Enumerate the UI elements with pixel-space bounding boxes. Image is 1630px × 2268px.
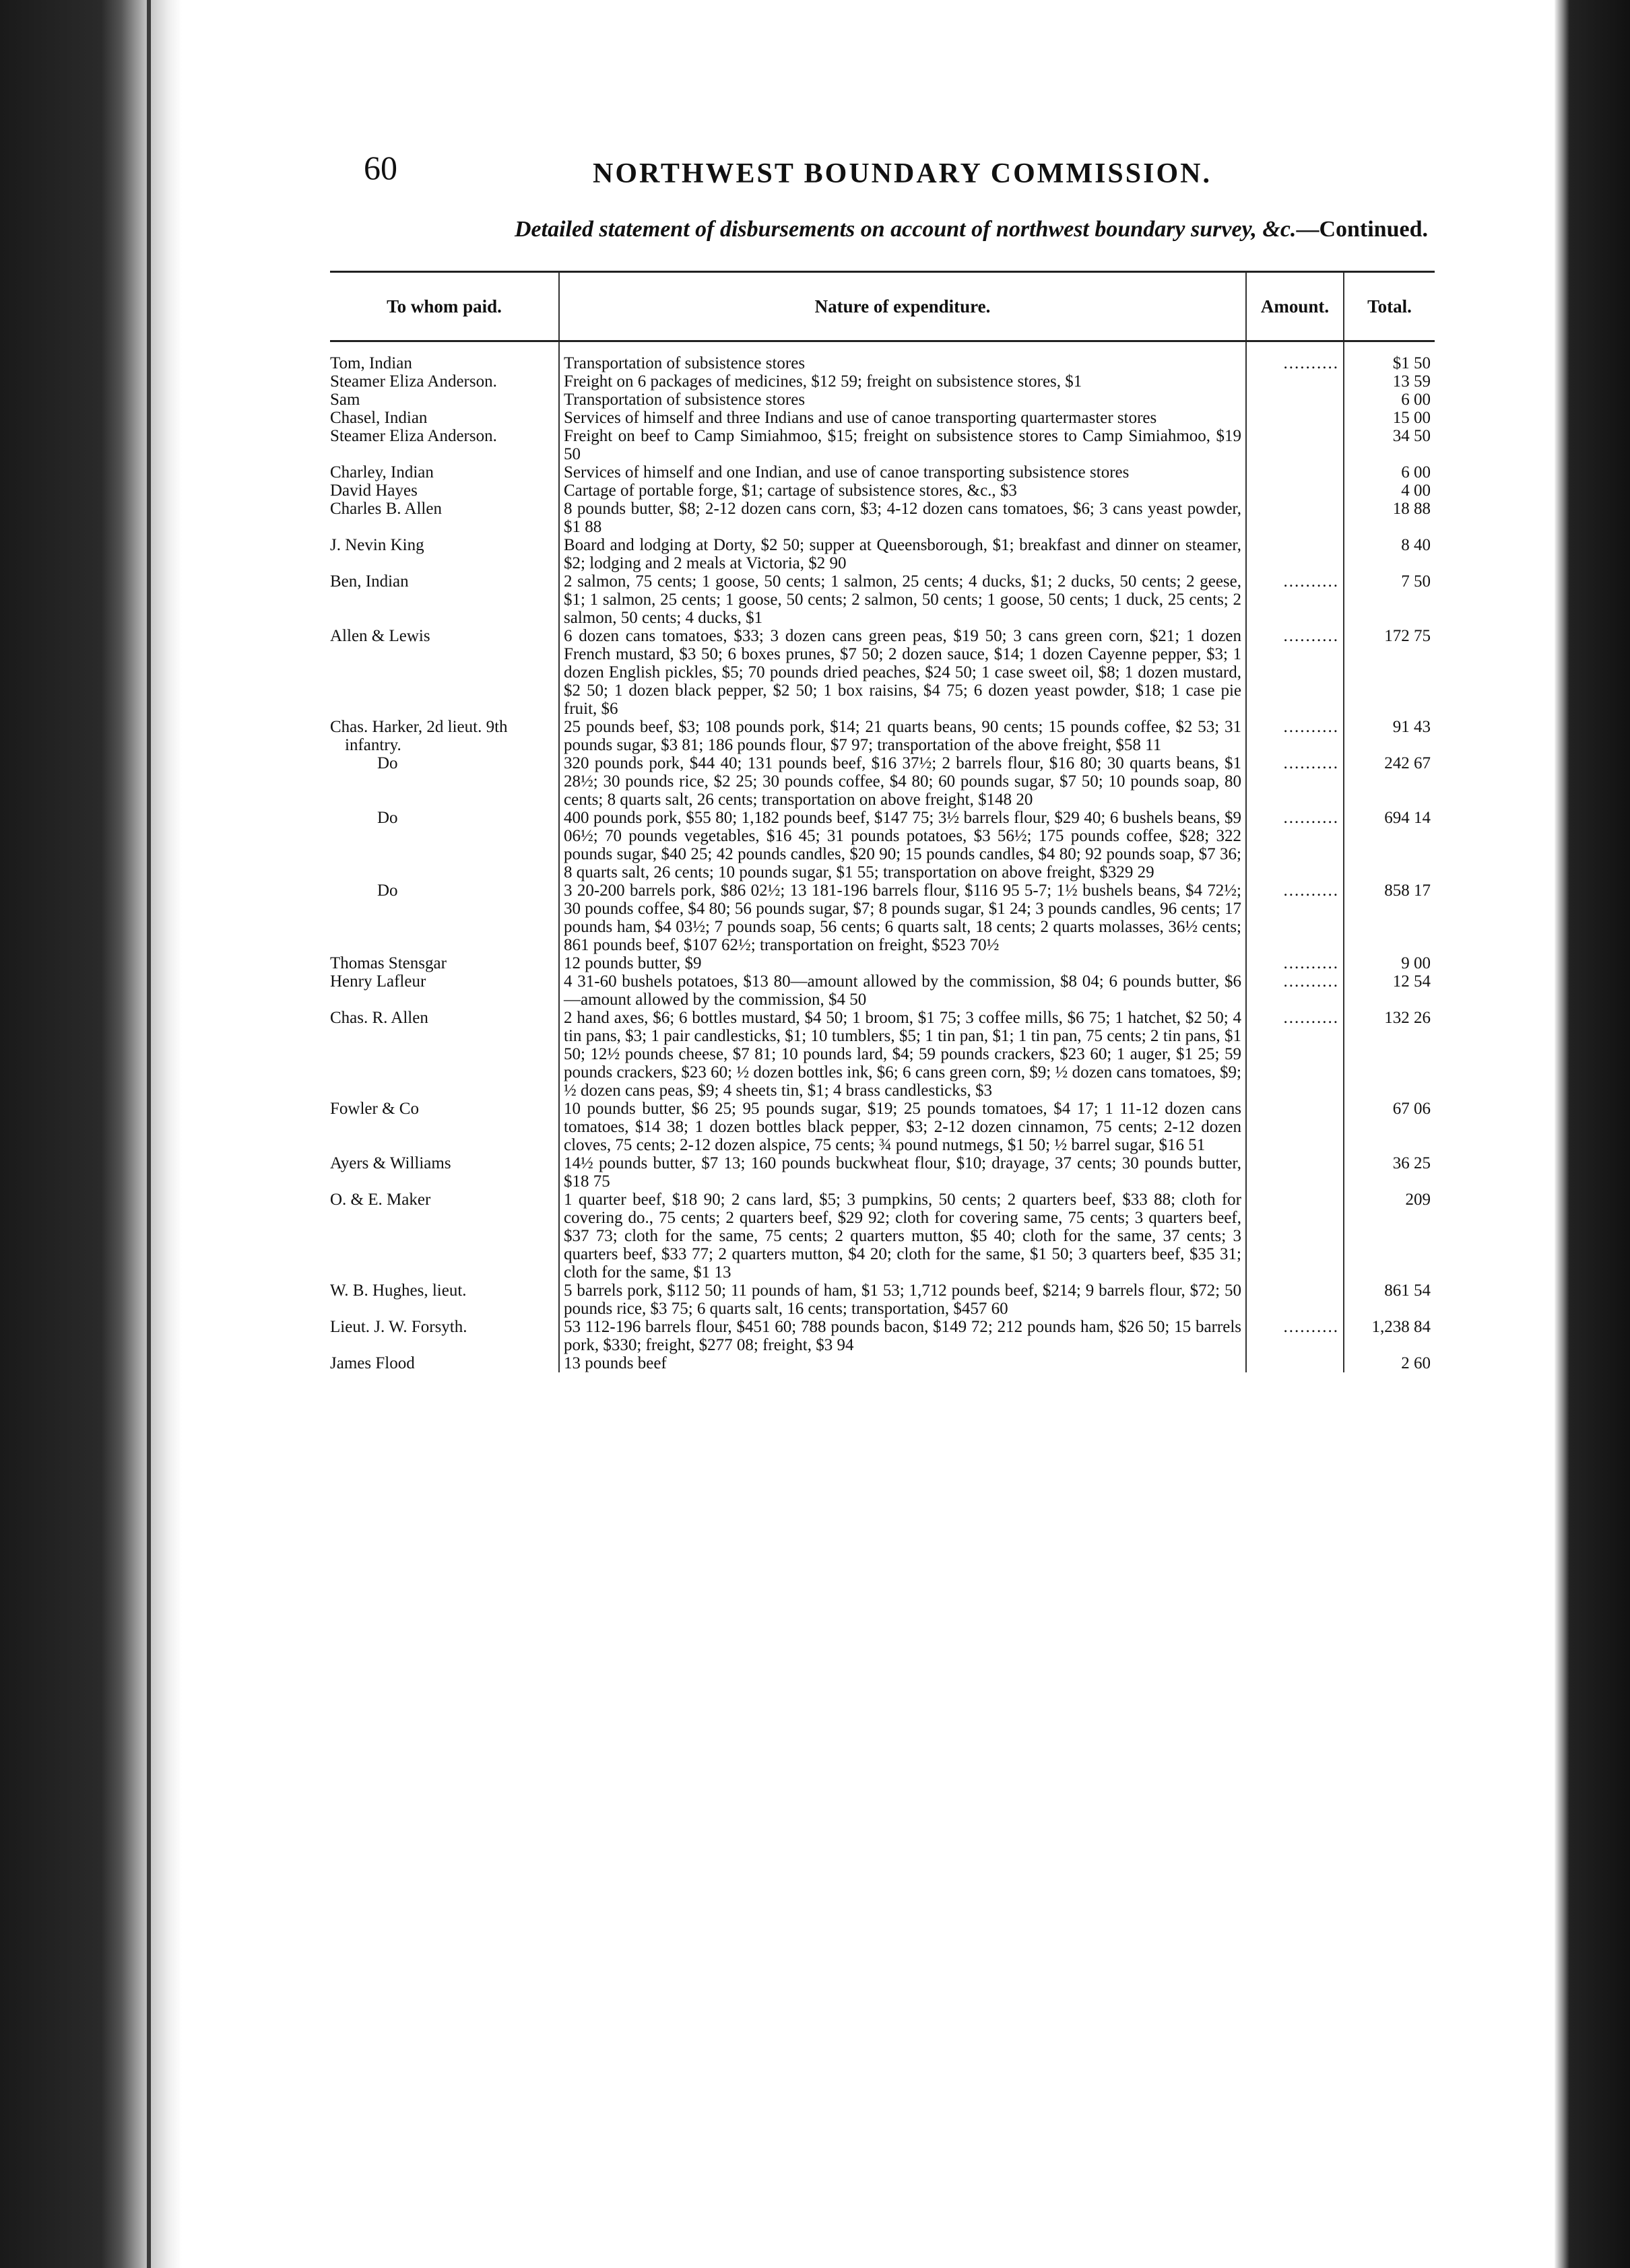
total-cell: 8 40 — [1344, 536, 1435, 572]
amount-cell — [1246, 1354, 1344, 1372]
total-cell: 2 60 — [1344, 1354, 1435, 1372]
payee-cell: Thomas Stensgar — [330, 954, 447, 972]
amount-cell — [1246, 1100, 1344, 1154]
table-row — [330, 481, 1435, 500]
amount-cell: .......... — [1246, 972, 1344, 1009]
table-row — [330, 341, 1435, 373]
nature-cell: 320 pounds pork, $44 40; 131 pounds beef, $16 37½; 2 barrels flour, $16 80; 30 quarts beans, $1 28½; 30 pounds rice, $2 25; 30 pounds coffee, $4 80; 60 pounds sugar, $7 50; 10 pounds soap, 80 cents; 8 quarts salt, 26 cents; transportation on above freight, $148 20 — [559, 754, 1246, 809]
amount-cell — [1246, 481, 1344, 500]
amount-cell — [1246, 1191, 1344, 1281]
nature-cell: 10 pounds butter, $6 25; 95 pounds sugar, $19; 25 pounds tomatoes, $4 17; 1 11-12 dozen cans tomatoes, $14 38; 1 dozen bottles black pepper, $3; 2-12 dozen cinnamon, 75 cents; 2-12 dozen cloves, 75 cents; 2-12 dozen alspice, 75 cents; ¾ pound nutmegs, $1 50; ½ barrel sugar, $16 51 — [559, 1100, 1246, 1154]
payee-cell: W. B. Hughes, lieut. — [330, 1281, 467, 1300]
amount-cell — [1246, 372, 1344, 391]
payee-cell: James Flood — [330, 1354, 415, 1372]
payee-cell: Chasel, Indian — [330, 409, 428, 427]
running-head: NORTHWEST BOUNDARY COMMISSION. — [593, 158, 1212, 189]
amount-cell: .......... — [1246, 718, 1344, 754]
column-header-amount: Amount. — [1246, 273, 1344, 341]
amount-cell: .......... — [1246, 1318, 1344, 1354]
payee-cell: Lieut. J. W. Forsyth. — [330, 1318, 467, 1336]
total-cell: 9 00 — [1344, 954, 1435, 972]
nature-cell: Freight on 6 packages of medicines, $12 59; freight on subsistence stores, $1 — [559, 372, 1246, 391]
nature-cell: Services of himself and one Indian, and use of canoe transporting subsistence stores — [559, 463, 1246, 481]
nature-cell: Transportation of subsistence stores — [559, 391, 1246, 409]
payee-cell: Do — [377, 754, 398, 772]
amount-cell: .......... — [1246, 954, 1344, 972]
amount-cell — [1246, 1281, 1344, 1318]
column-header-payee: To whom paid. — [330, 273, 559, 341]
payee-cell: Do — [377, 881, 398, 900]
total-cell: 36 25 — [1344, 1154, 1435, 1191]
table-header-row — [330, 273, 1435, 341]
total-cell: 13 59 — [1344, 372, 1435, 391]
amount-cell: .......... — [1246, 341, 1344, 373]
disbursement-table — [330, 273, 1435, 1372]
amount-cell — [1246, 500, 1344, 536]
total-cell: 242 67 — [1344, 754, 1435, 809]
amount-cell — [1246, 427, 1344, 463]
amount-cell: .......... — [1246, 572, 1344, 627]
total-cell: 1,238 84 — [1344, 1318, 1435, 1354]
nature-cell: 4 31-60 bushels potatoes, $13 80—amount allowed by the commission, $8 04; 6 pounds butter, $6—amount allowed by the commission, $4 50 — [559, 972, 1246, 1009]
payee-cell: Tom, Indian — [330, 354, 412, 372]
amount-cell — [1246, 391, 1344, 409]
gutter-edge — [147, 0, 151, 2268]
amount-cell — [1246, 409, 1344, 427]
nature-cell: 8 pounds butter, $8; 2-12 dozen cans corn, $3; 4-12 dozen cans tomatoes, $6; 3 cans yeast powder, $1 88 — [559, 500, 1246, 536]
page-header — [330, 135, 1435, 209]
nature-cell: 6 dozen cans tomatoes, $33; 3 dozen cans green peas, $19 50; 3 cans green corn, $21; 1 dozen French mustard, $3 50; 6 boxes prunes, $7 50; 2 dozen sauce, $14; 1 dozen Cayenne pepper, $3; 1 dozen English pickles, $5; 70 pounds dried peaches, $24 50; 1 case sweet oil, $8; 1 dozen mustard, $2 50; 1 dozen black pepper, $2 50; 1 box raisins, $4 75; 6 dozen yeast powder, $18; 1 case pie fruit, $6 — [559, 627, 1246, 718]
nature-cell: 1 quarter beef, $18 90; 2 cans lard, $5; 3 pumpkins, 50 cents; 2 quarters beef, $33 88; cloth for covering do., 75 cents; 2 quarters beef, $29 92; cloth for covering same, 75 cents; 3 quarters beef, $37 73; cloth for the same, 75 cents; 2 quarters mutton, $5 40; cloth for the same, 37 cents; 3 quarters beef, $33 77; 2 quarters mutton, $4 20; cloth for the same, $1 50; 3 quarters beef, $35 31; cloth for the same, $1 13 — [559, 1191, 1246, 1281]
nature-cell: 3 20-200 barrels pork, $86 02½; 13 181-196 barrels flour, $116 95 5-7; 1½ bushels beans, $4 72½; 30 pounds coffee, $4 80; 56 pounds sugar, $7; 8 pounds sugar, $1 24; 3 pounds candles, 96 cents; 17 pounds ham, $4 03½; 7 pounds soap, 56 cents; 6 quarts salt, 18 cents; 2 quarts molasses, 36½ cents; 861 pounds beef, $107 62½; transportation on freight, $523 70½ — [559, 881, 1246, 954]
page-number: 60 — [364, 149, 397, 187]
table-row — [330, 1318, 1435, 1354]
table-row — [330, 627, 1435, 718]
payee-cell: Ben, Indian — [330, 572, 409, 591]
payee-cell: Charles B. Allen — [330, 500, 442, 518]
total-cell: 18 88 — [1344, 500, 1435, 536]
table-caption — [330, 217, 1435, 242]
book-gutter — [0, 0, 182, 2268]
total-cell: $1 50 — [1344, 341, 1435, 373]
payee-cell: Steamer Eliza Anderson. — [330, 372, 497, 391]
nature-cell: 13 pounds beef — [559, 1354, 1246, 1372]
amount-cell: .......... — [1246, 809, 1344, 881]
payee-cell: Sam — [330, 391, 360, 409]
table-row — [330, 809, 1435, 881]
nature-cell: 14½ pounds butter, $7 13; 160 pounds buckwheat flour, $10; drayage, 37 cents; 30 pounds butter, $18 75 — [559, 1154, 1246, 1191]
amount-cell: .......... — [1246, 627, 1344, 718]
total-cell: 15 00 — [1344, 409, 1435, 427]
payee-cell: Charley, Indian — [330, 463, 434, 481]
payee-cell: Do — [377, 809, 398, 827]
total-cell: 91 43 — [1344, 718, 1435, 754]
caption-continued: —Continued. — [1296, 217, 1428, 242]
table-row — [330, 1100, 1435, 1154]
payee-cell: Chas. Harker, 2d lieut. 9th infantry. — [330, 718, 508, 754]
total-cell: 7 50 — [1344, 572, 1435, 627]
table-row — [330, 1191, 1435, 1281]
table-row — [330, 372, 1435, 391]
caption-text: Detailed statement of disbursements on account of northwest boundary survey, &c. — [514, 217, 1297, 242]
nature-cell: Freight on beef to Camp Simiahmoo, $15; freight on subsistence stores to Camp Simiahmoo, $19 50 — [559, 427, 1246, 463]
payee-cell: Steamer Eliza Anderson. — [330, 427, 497, 445]
nature-cell: 400 pounds pork, $55 80; 1,182 pounds beef, $147 75; 3½ barrels flour, $29 40; 6 bushels beans, $9 06½; 70 pounds vegetables, $16 45; 31 pounds potatoes, $3 56½; 175 pounds coffee, $28; 322 pounds sugar, $40 25; 42 pounds candles, $20 90; 15 pounds candles, $4 80; 92 pounds soap, $7 36; 8 quarts salt, 26 cents; 10 pounds sugar, $1 55; transportation on above freight, $329 29 — [559, 809, 1246, 881]
table-row — [330, 391, 1435, 409]
table-row — [330, 881, 1435, 954]
nature-cell: Board and lodging at Dorty, $2 50; supper at Queensborough, $1; breakfast and dinner on steamer, $2; lodging and 2 meals at Victoria, $2 90 — [559, 536, 1246, 572]
table-row — [330, 572, 1435, 627]
page — [330, 135, 1435, 1372]
table-row — [330, 718, 1435, 754]
nature-cell: 53 112-196 barrels flour, $451 60; 788 pounds bacon, $149 72; 212 pounds ham, $26 50; 15 barrels pork, $330; freight, $277 08; freight, $3 94 — [559, 1318, 1246, 1354]
total-cell: 12 54 — [1344, 972, 1435, 1009]
total-cell: 67 06 — [1344, 1100, 1435, 1154]
payee-cell: Allen & Lewis — [330, 627, 430, 645]
nature-cell: 25 pounds beef, $3; 108 pounds pork, $14; 21 quarts beans, 90 cents; 15 pounds coffee, $2 53; 31 pounds sugar, $3 81; 186 pounds flour, $7 97; transportation of the above freight, $58 11 — [559, 718, 1246, 754]
total-cell: 858 17 — [1344, 881, 1435, 954]
table-row — [330, 1009, 1435, 1100]
nature-cell: 5 barrels pork, $112 50; 11 pounds of ham, $1 53; 1,712 pounds beef, $214; 9 barrels flour, $72; 50 pounds rice, $3 75; 6 quarts salt, 16 cents; transportation, $457 60 — [559, 1281, 1246, 1318]
nature-cell: Services of himself and three Indians and use of canoe transporting quartermaster stores — [559, 409, 1246, 427]
total-cell: 34 50 — [1344, 427, 1435, 463]
amount-cell: .......... — [1246, 881, 1344, 954]
payee-cell: Henry Lafleur — [330, 972, 426, 991]
total-cell: 4 00 — [1344, 481, 1435, 500]
nature-cell: 2 hand axes, $6; 6 bottles mustard, $4 50; 1 broom, $1 75; 3 coffee mills, $6 75; 1 hatchet, $2 50; 4 tin pans, $3; 1 pair candlesticks, $1; 10 tumblers, $5; 1 tin pan, $1; 1 tin pan, 75 cents; 2 tin pans, $1 50; 12½ pounds cheese, $7 81; 10 pounds lard, $4; 59 pounds crackers, $23 60; 1 auger, $1 25; 59 pounds crackers, $23 60; ½ dozen bottles ink, $6; 6 cans green corn, $9; ½ dozen cans tomatoes, $9; ½ dozen cans peas, $9; 4 sheets tin, $1; 4 brass candlesticks, $3 — [559, 1009, 1246, 1100]
payee-cell: David Hayes — [330, 481, 418, 500]
table-row — [330, 427, 1435, 463]
nature-cell: Cartage of portable forge, $1; cartage of subsistence stores, &c., $3 — [559, 481, 1246, 500]
table-row — [330, 972, 1435, 1009]
total-cell: 6 00 — [1344, 463, 1435, 481]
total-cell: 132 26 — [1344, 1009, 1435, 1100]
payee-cell: J. Nevin King — [330, 536, 424, 554]
nature-cell: Transportation of subsistence stores — [559, 341, 1246, 373]
table-row — [330, 463, 1435, 481]
nature-cell: 12 pounds butter, $9 — [559, 954, 1246, 972]
payee-cell: Ayers & Williams — [330, 1154, 451, 1172]
total-cell: 694 14 — [1344, 809, 1435, 881]
table-row — [330, 1281, 1435, 1318]
table-row — [330, 754, 1435, 809]
amount-cell — [1246, 463, 1344, 481]
total-cell: 861 54 — [1344, 1281, 1435, 1318]
payee-cell: Fowler & Co — [330, 1100, 419, 1118]
amount-cell: .......... — [1246, 1009, 1344, 1100]
total-cell: 209 — [1344, 1191, 1435, 1281]
facing-page-edge — [1555, 0, 1630, 2268]
column-header-total: Total. — [1344, 273, 1435, 341]
column-header-nature: Nature of expenditure. — [559, 273, 1246, 341]
payee-cell: O. & E. Maker — [330, 1191, 431, 1209]
table-row — [330, 500, 1435, 536]
table-body — [330, 341, 1435, 1373]
amount-cell — [1246, 1154, 1344, 1191]
amount-cell: .......... — [1246, 754, 1344, 809]
payee-cell: Chas. R. Allen — [330, 1009, 428, 1027]
total-cell: 6 00 — [1344, 391, 1435, 409]
table-row — [330, 409, 1435, 427]
table-row — [330, 1154, 1435, 1191]
table-row — [330, 1354, 1435, 1372]
table-row — [330, 954, 1435, 972]
nature-cell: 2 salmon, 75 cents; 1 goose, 50 cents; 1 salmon, 25 cents; 4 ducks, $1; 2 ducks, 50 cents; 2 geese, $1; 1 salmon, 25 cents; 1 goose, 50 cents; 2 salmon, 50 cents; 1 goose, 50 cents; 1 duck, 25 cents; 2 salmon, 50 cents; 4 ducks, $1 — [559, 572, 1246, 627]
total-cell: 172 75 — [1344, 627, 1435, 718]
table-row — [330, 536, 1435, 572]
amount-cell — [1246, 536, 1344, 572]
